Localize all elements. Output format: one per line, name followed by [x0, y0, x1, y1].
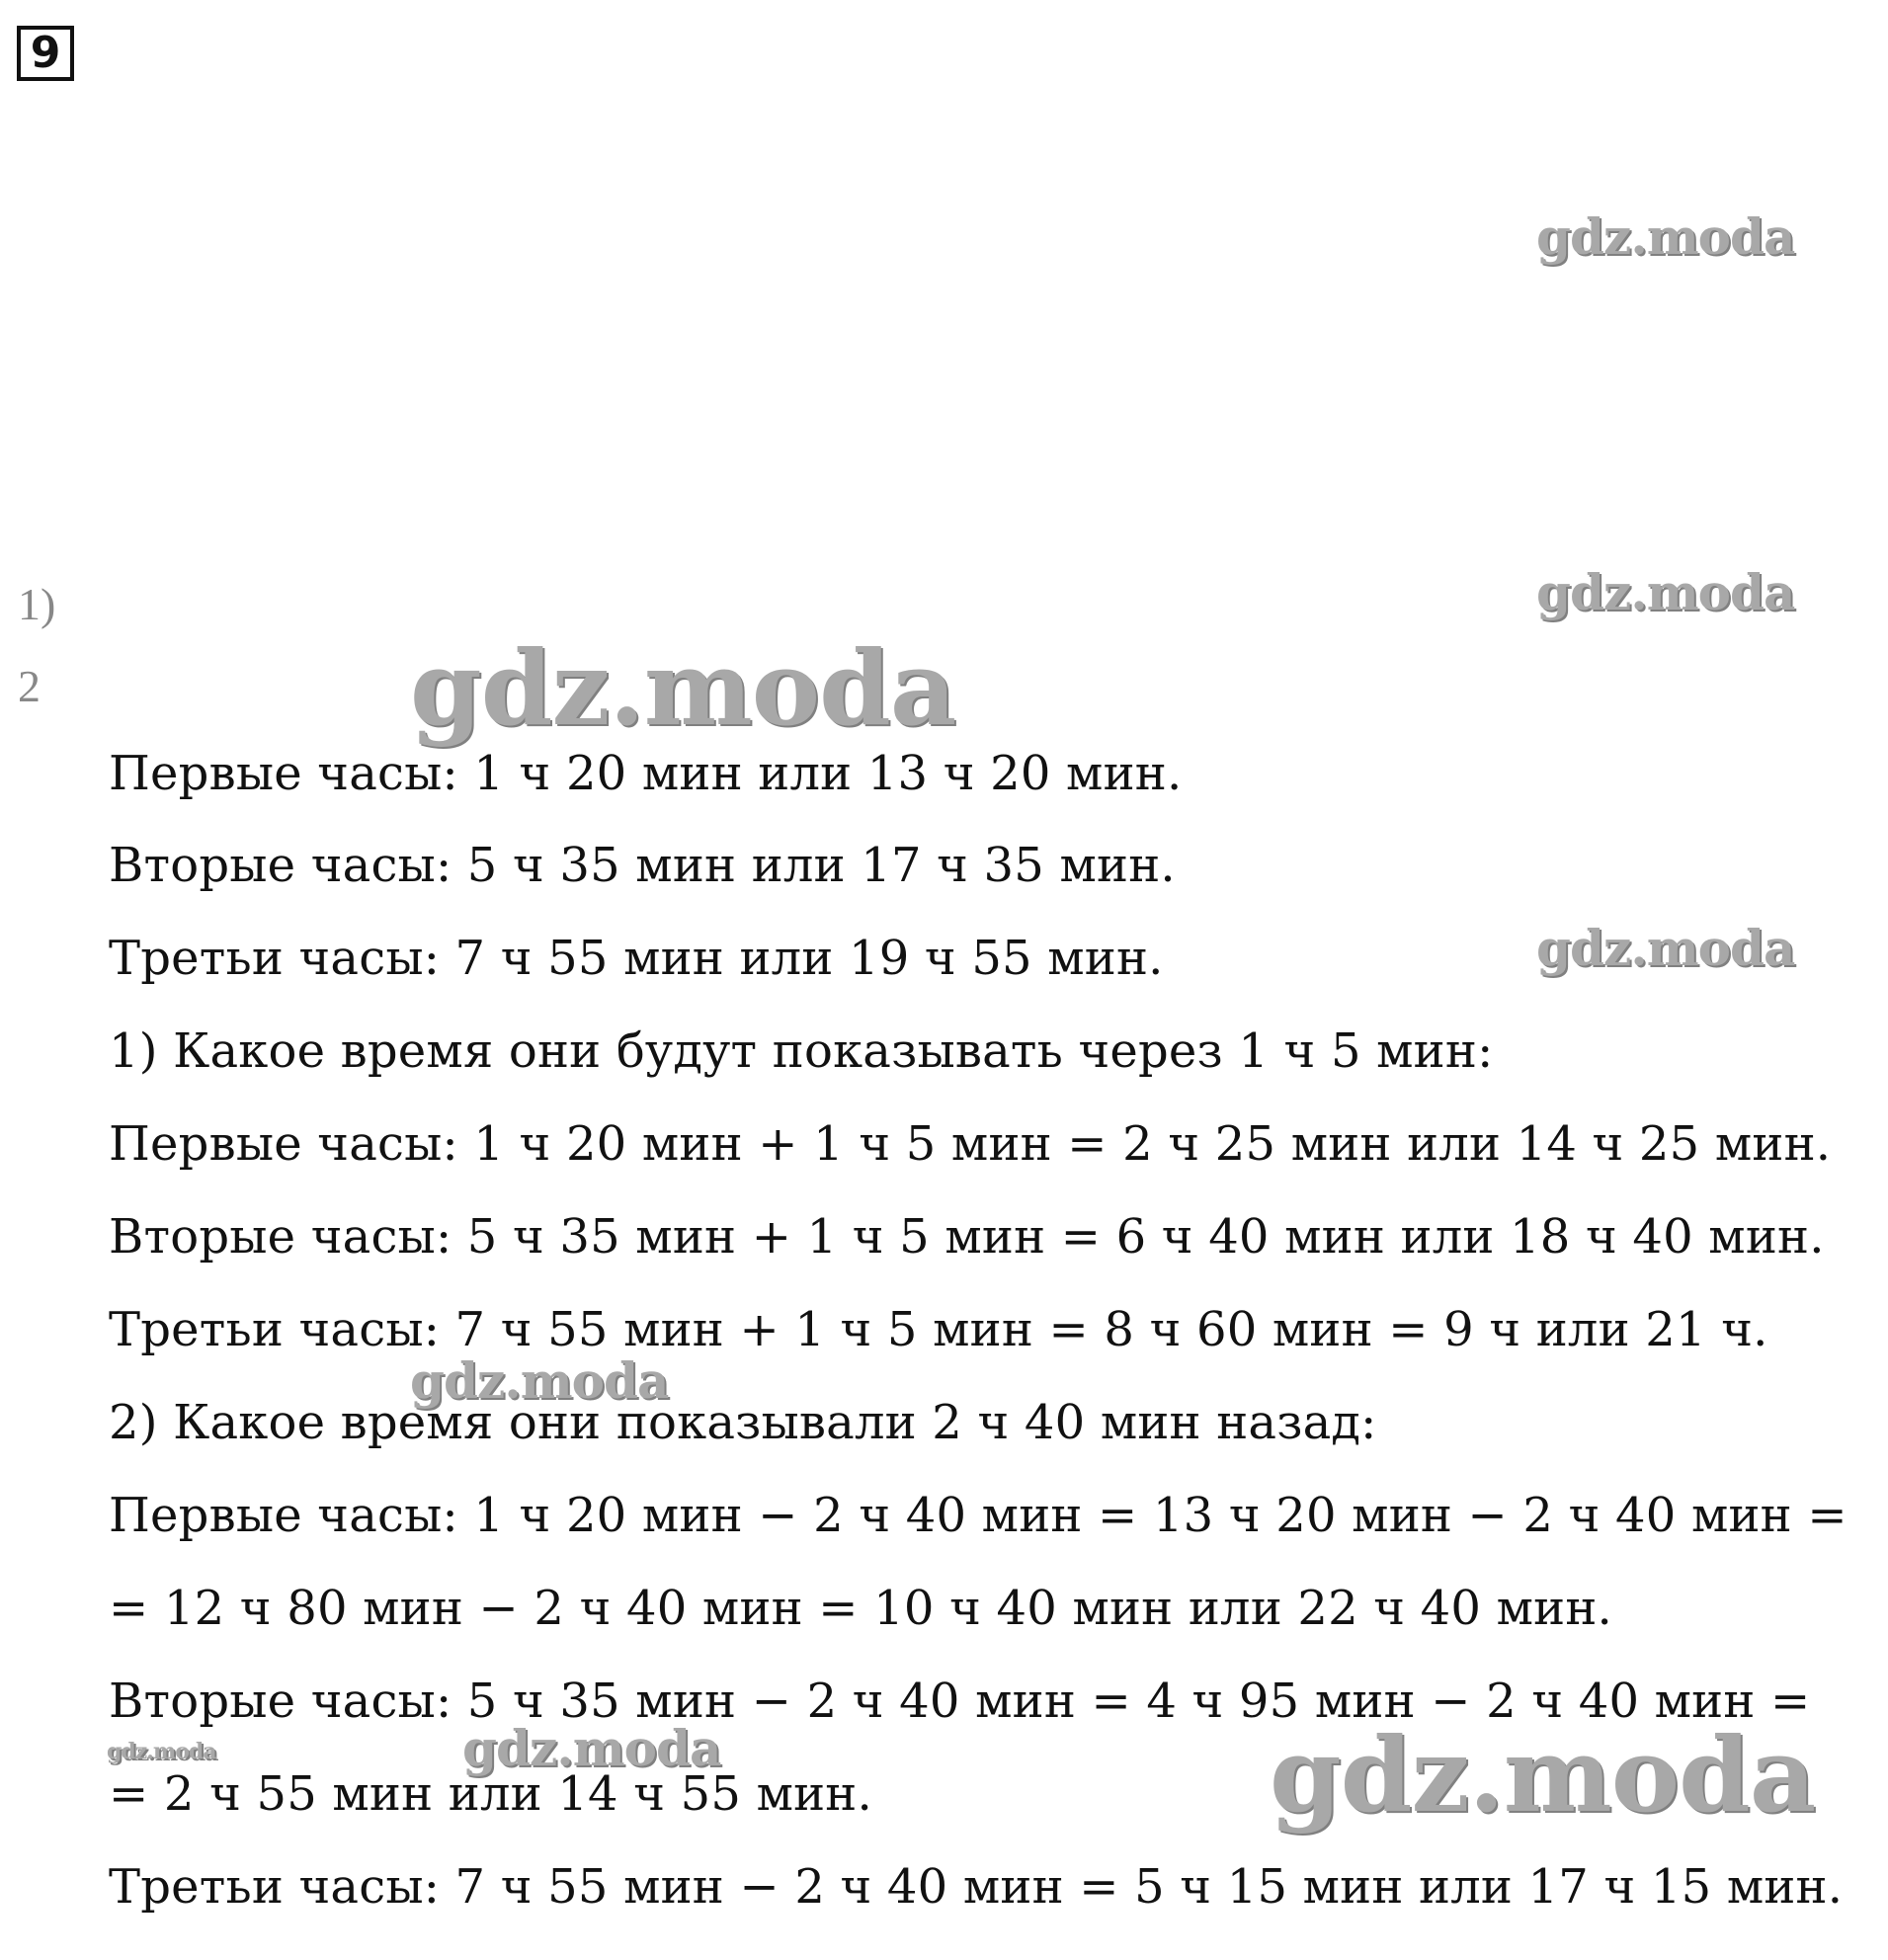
- watermark: gdz.moda: [1536, 207, 1795, 266]
- solution-line: Первые часы: 1 ч 20 мин или 13 ч 20 мин.: [109, 746, 1183, 801]
- solution-line: Вторые часы: 5 ч 35 мин − 2 ч 40 мин = 4 ч 95 мин − 2 ч 40 мин =: [109, 1674, 1811, 1729]
- solution-line: 1) Какое время они будут показывать через 1 ч 5 мин:: [109, 1023, 1494, 1079]
- watermark: gdz.moda: [1536, 563, 1795, 621]
- solution-line: Третьи часы: 7 ч 55 мин + 1 ч 5 мин = 8 ч 60 мин = 9 ч или 21 ч.: [109, 1302, 1768, 1357]
- solution-line: = 12 ч 80 мин − 2 ч 40 мин = 10 ч 40 мин или 22 ч 40 мин.: [109, 1581, 1612, 1636]
- watermark: gdz.moda: [107, 1739, 216, 1764]
- watermark: gdz.moda: [462, 1719, 721, 1777]
- solution-line: Первые часы: 1 ч 20 мин + 1 ч 5 мин = 2 ч 25 мин или 14 ч 25 мин.: [109, 1116, 1832, 1172]
- margin-number-1: 1): [18, 579, 56, 629]
- solution-line: Третьи часы: 7 ч 55 мин или 19 ч 55 мин.: [109, 931, 1164, 986]
- solution-line: Третьи часы: 7 ч 55 мин − 2 ч 40 мин = 5 ч 15 мин или 17 ч 15 мин.: [109, 1859, 1844, 1915]
- watermark: gdz.moda: [1270, 1714, 1816, 1836]
- solution-line: Вторые часы: 5 ч 35 мин или 17 ч 35 мин.: [109, 838, 1176, 893]
- watermark: gdz.moda: [1536, 919, 1795, 977]
- task-number-badge: 9: [17, 26, 74, 81]
- solution-line: Первые часы: 1 ч 20 мин − 2 ч 40 мин = 13 ч 20 мин − 2 ч 40 мин =: [109, 1488, 1847, 1543]
- solution-line: = 2 ч 55 мин или 14 ч 55 мин.: [109, 1766, 872, 1822]
- watermark: gdz.moda: [410, 627, 956, 749]
- margin-number-2: 2: [18, 661, 41, 711]
- solution-line: 2) Какое время они показывали 2 ч 40 мин назад:: [109, 1395, 1377, 1450]
- solution-line: Вторые часы: 5 ч 35 мин + 1 ч 5 мин = 6 ч 40 мин или 18 ч 40 мин.: [109, 1209, 1825, 1265]
- watermark: gdz.moda: [410, 1351, 669, 1410]
